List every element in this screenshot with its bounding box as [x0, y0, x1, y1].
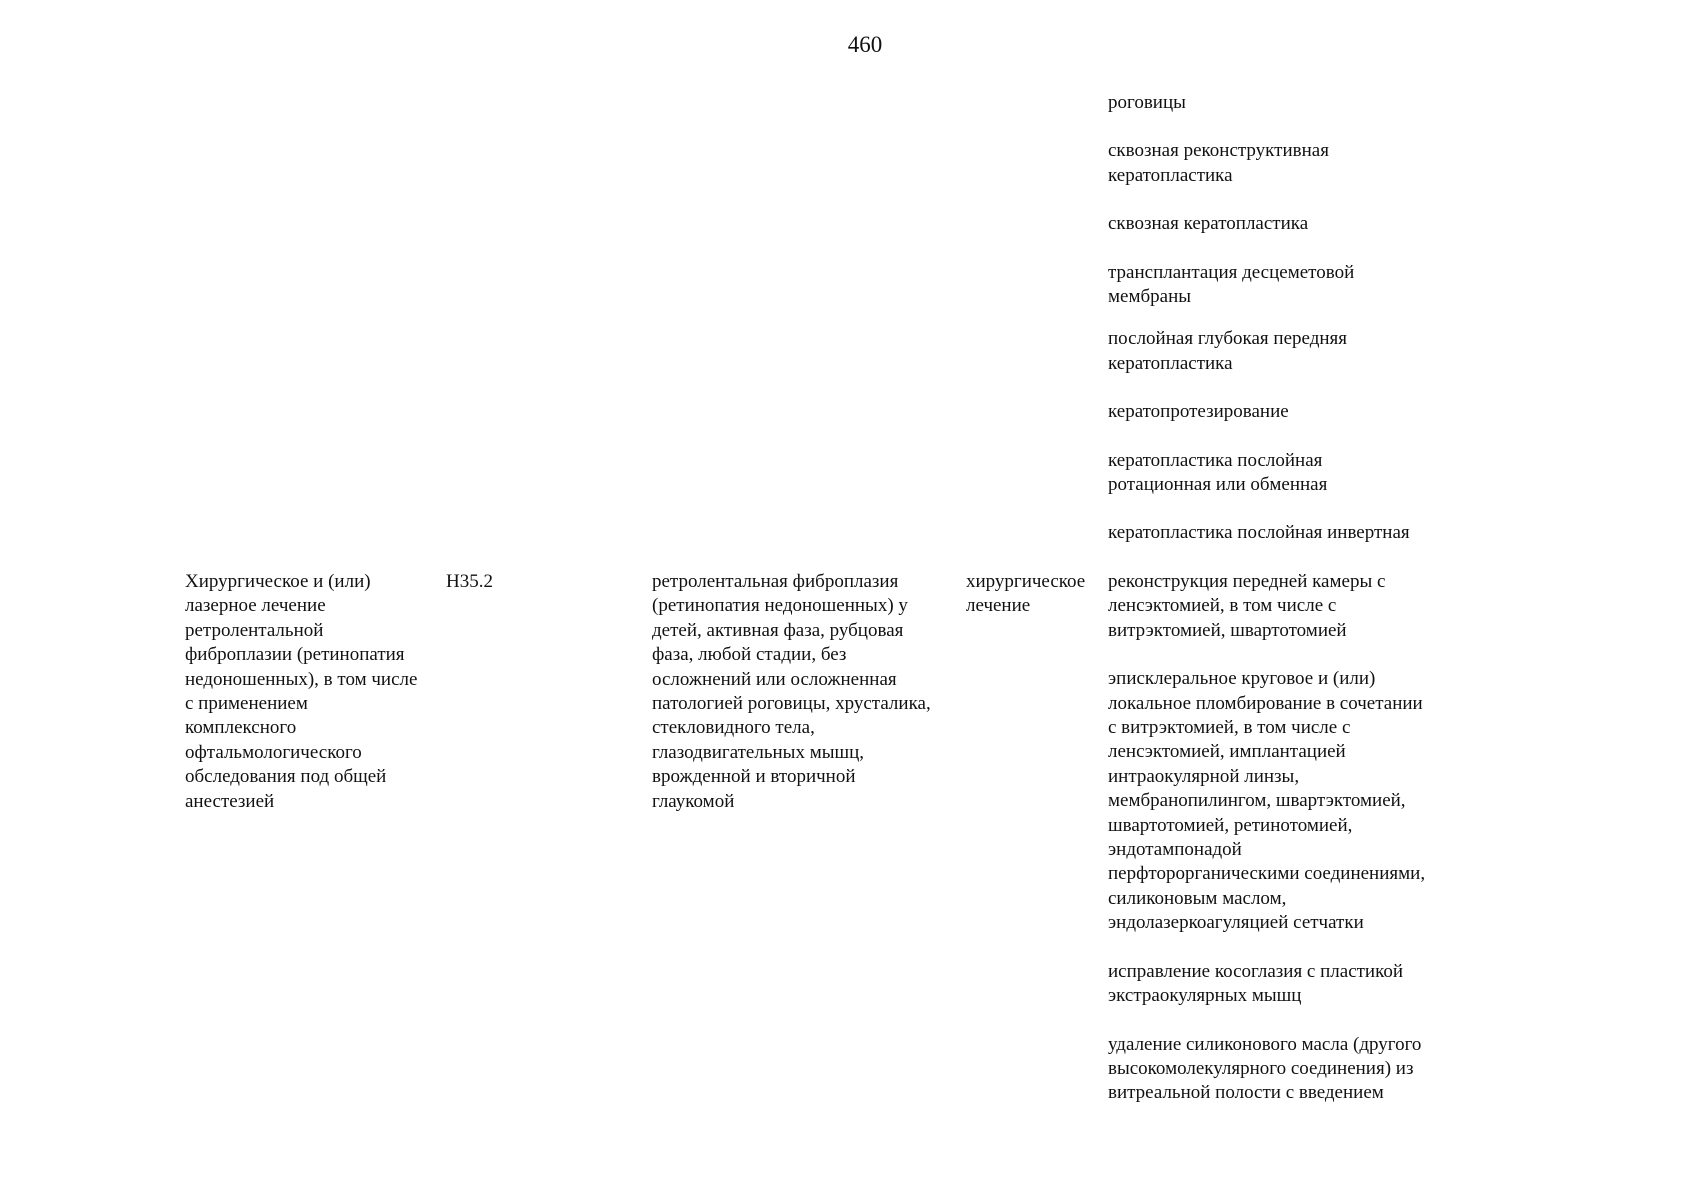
method-item: послойная глубокая передняя кератопластика	[1108, 328, 1348, 374]
method-item: эписклеральное круговое и (или) локальное пломбирование в сочетании с витрэктомией, в том числе с ленсэктомией, имплантацией интраокулярной линзы, мембранопилингом, швартэктомией, швартотомией, ретинотомией, эндотампонадой перфторорганическими соединениями, силиконовым маслом, эндолазеркоагуляцией сетчатки	[1108, 668, 1426, 934]
treatment-methods-list	[1108, 570, 1488, 1130]
continued-methods-list	[1108, 91, 1488, 570]
method-item: трансплантация десцеметовой мембраны	[1108, 261, 1355, 308]
method-item: сквозная реконструктивная кератопластика	[1108, 140, 1329, 186]
method-item: роговицы	[1108, 92, 1186, 113]
method-item: исправление косоглазия с пластикой экстраокулярных мышц	[1108, 960, 1404, 1007]
patient-model-cell: ретролентальная фиброплазия (ретинопатия недоношенных) у детей, активная фаза, рубцовая фаза, любой стадии, без осложнений или осложненная патологией роговицы, хрусталика, стекловидного тела, глазодвигательных мышц, врожденной и вторичной глаукомой	[652, 571, 931, 812]
method-item: удаление силиконового масла (другого высокомолекулярного соединения) из витреальной полости с введением	[1108, 1033, 1422, 1104]
method-item: сквозная кератопластика	[1108, 213, 1309, 235]
treatment-type-cell: хирургическое лечение	[966, 571, 1086, 617]
method-item: кератопротезирование	[1108, 401, 1289, 423]
method-item: кератопластика послойная ротационная или обменная	[1108, 449, 1328, 496]
page-number: 460	[847, 32, 883, 57]
care-type-name-cell: Хирургическое и (или) лазерное лечение ретролентальной фиброплазии (ретинопатия недоношенных), в том числе с применением комплексного офтальмологического обследования под общей анестезией	[185, 571, 418, 812]
diagnosis-code-cell: H35.2	[446, 571, 493, 592]
method-item: кератопластика послойная инвертная	[1108, 522, 1410, 544]
method-item: реконструкция передней камеры с ленсэктомией, в том числе с витрэктомией, швартотомией	[1108, 571, 1386, 641]
